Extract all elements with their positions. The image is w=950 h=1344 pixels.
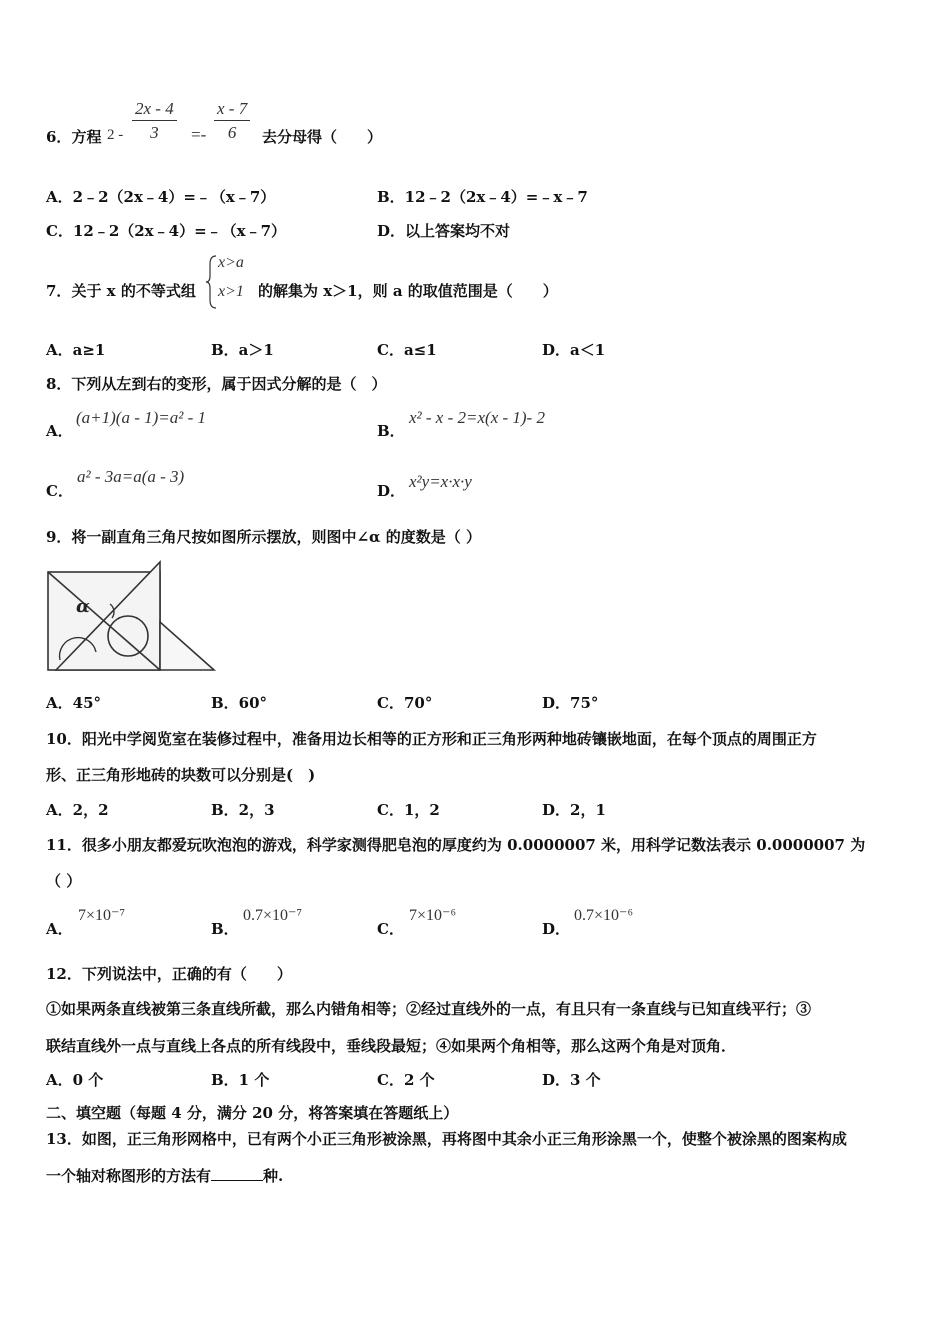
q11-option-a-expr: 7×10⁻⁷ (78, 907, 126, 924)
q6-option-b[interactable]: B．12﹣2（2x﹣4）=﹣x﹣7 (377, 188, 588, 206)
q7-stem-a-text: 关于 x 的不等式组 (71, 282, 196, 300)
q9-alpha-label: α (76, 596, 90, 617)
q7-number: 7． (46, 282, 72, 300)
q11-option-c-expr: 7×10⁻⁶ (409, 907, 457, 924)
q13-line1: 13．如图，正三角形网格中，已有两个小正三角形被涂黑，再将图中其余小正三角形涂黑一个，使整个被涂黑的图案构成 (46, 1130, 847, 1148)
q8-option-b-label[interactable]: B． (377, 422, 405, 440)
q12-line2: 联结直线外一点与直线上各点的所有线段中，垂线段最短；④如果两个角相等，那么这两个角是对顶角． (46, 1037, 737, 1055)
q12-option-b[interactable]: B．1 个 (211, 1071, 270, 1089)
q6-lhs: 2 - (107, 127, 124, 143)
q9-option-c[interactable]: C．70° (377, 694, 433, 712)
q10-option-b[interactable]: B．2，3 (211, 801, 275, 819)
q11-option-d-label[interactable]: D． (542, 920, 571, 938)
q6-option-d[interactable]: D．以上答案均不对 (377, 222, 511, 240)
q7-stem-b: 的解集为 x＞1，则 a 的取值范围是（ ） (258, 282, 558, 300)
q13-line2-a: 一个轴对称图形的方法有 (46, 1167, 212, 1185)
q13-line2-b: 种. (263, 1167, 284, 1185)
q11-option-b-label[interactable]: B． (211, 920, 239, 938)
q7-line2: x>1 (218, 283, 244, 300)
q9-option-a[interactable]: A．45° (46, 694, 102, 712)
q8-option-a-expr: (a+1)(a - 1)=a² - 1 (76, 408, 207, 427)
q6-stem (46, 126, 101, 147)
q6-frac1-denominator: 3 (150, 123, 159, 142)
q6-number: 6． (46, 128, 72, 146)
q12-option-d[interactable]: D．3 个 (542, 1071, 601, 1089)
q6-frac2 (214, 98, 250, 145)
q10-option-a[interactable]: A．2，2 (46, 801, 109, 819)
q8-stem: 8．下列从左到右的变形，属于因式分解的是（ ） (46, 375, 387, 393)
q10-option-d[interactable]: D．2，1 (542, 801, 606, 819)
q8-option-c-label[interactable]: C． (46, 482, 73, 500)
q9-stem: 9．将一副直角三角尺按如图所示摆放，则图中∠α 的度数是（ ） (46, 528, 481, 546)
q11-line1: 11．很多小朋友都爱玩吹泡泡的游戏，科学家测得肥皂泡的厚度约为 0.0000007 米，用科学记数法表示 0.0000007 为 (46, 836, 866, 854)
q11-option-a-label[interactable]: A． (46, 920, 73, 938)
q7-option-b[interactable]: B．a＞1 (211, 341, 274, 359)
q6-option-c[interactable]: C．12﹣2（2x﹣4）=﹣（x﹣7） (46, 222, 287, 240)
q6-stem-a: 方程 (71, 128, 102, 146)
q6-frac1-numerator: 2x - 4 (132, 98, 177, 121)
section-2-heading: 二、填空题（每题 4 分，满分 20 分，将答案填在答题纸上） (46, 1104, 459, 1122)
q6-fraction-1 (132, 98, 177, 145)
q10-option-c[interactable]: C．1，2 (377, 801, 440, 819)
q7-line1: x>a (218, 254, 244, 271)
q12-option-c[interactable]: C．2 个 (377, 1071, 435, 1089)
q6-frac1 (132, 98, 177, 145)
q7-option-c[interactable]: C．a≤1 (377, 341, 437, 359)
q10-line1: 10．阳光中学阅览室在装修过程中，准备用边长相等的正方形和正三角形两种地砖镶嵌地面，在每个顶点的周围正方 (46, 730, 817, 748)
q9-option-d[interactable]: D．75° (542, 694, 599, 712)
q6-option-a[interactable]: A．2﹣2（2x﹣4）=﹣（x﹣7） (46, 188, 276, 206)
set-square-diagram (46, 560, 218, 675)
q8-option-d-expr: x²y=x·x·y (409, 472, 472, 491)
q12-option-a[interactable]: A．0 个 (46, 1071, 104, 1089)
q8-option-a-label[interactable]: A． (46, 422, 73, 440)
q12-line1: ①如果两条直线被第三条直线所截，那么内错角相等；②经过直线外的一点，有且只有一条直线与已知直线平行；③ (46, 1000, 812, 1018)
q7-stem-a (46, 280, 196, 301)
q11-option-b-expr: 0.7×10⁻⁷ (243, 907, 303, 924)
q6-equals: =- (191, 125, 207, 144)
q13-answer-blank[interactable] (211, 1166, 263, 1181)
q6-frac2-denominator: 6 (227, 123, 237, 142)
q13-line2 (46, 1165, 283, 1186)
q11-option-c-label[interactable]: C． (377, 920, 404, 938)
q11-option-d-expr: 0.7×10⁻⁶ (574, 907, 634, 924)
q11-line2: （ ） (46, 872, 82, 890)
q6-stem-b: 去分母得（ ） (262, 128, 383, 146)
q9-figure (46, 560, 218, 679)
q8-option-b-expr: x² - x - 2=x(x - 1)- 2 (409, 408, 545, 427)
left-brace-icon (204, 254, 218, 310)
q8-option-d-label[interactable]: D． (377, 482, 406, 500)
q8-option-c-expr: a² - 3a=a(a - 3) (77, 467, 185, 486)
q7-option-a[interactable]: A．a≥1 (46, 341, 106, 359)
q9-option-b[interactable]: B．60° (211, 694, 268, 712)
q6-fraction-2 (214, 98, 250, 145)
q7-option-d[interactable]: D．a＜1 (542, 341, 606, 359)
q12-stem: 12．下列说法中，正确的有（ ） (46, 965, 292, 983)
q6-frac2-numerator: x - 7 (214, 98, 250, 121)
q10-line2: 形、正三角形地砖的块数可以分别是( ) (46, 766, 316, 784)
